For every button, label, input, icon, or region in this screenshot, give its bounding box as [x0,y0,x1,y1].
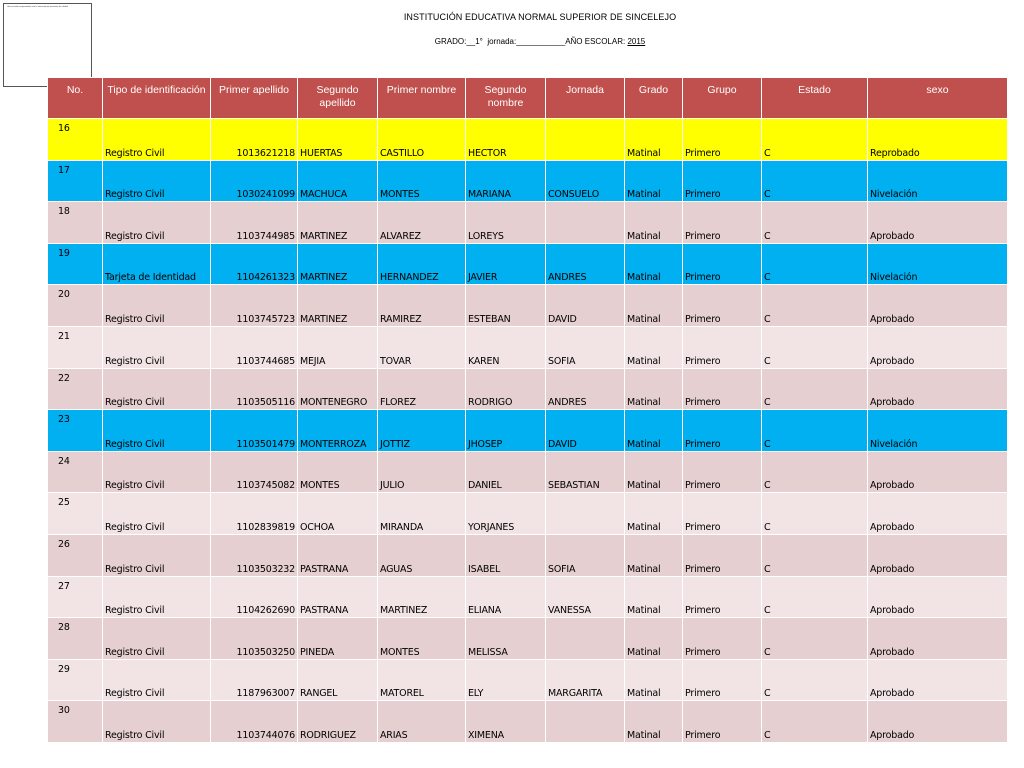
row-jornada: Matinal [625,410,683,452]
col-header-estado: Estado [762,78,868,119]
row-tipo-identificacion: Registro Civil [103,576,211,618]
row-grupo: C [762,701,868,743]
row-jornada: Matinal [625,368,683,410]
institution-title: INSTITUCIÓN EDUCATIVA NORMAL SUPERIOR DE SINCELEJO [403,12,677,22]
row-segundo-nombre [546,493,625,535]
row-estado: Aprobado [868,285,1008,327]
row-segundo-nombre: DAVID [546,410,625,452]
table-header-row [48,78,1008,119]
row-jornada: Matinal [625,451,683,493]
row-segundo-nombre [546,119,625,161]
anio-label: AÑO ESCOLAR: [565,37,626,46]
row-segundo-apellido: TOVAR [378,326,466,368]
row-id-number: 1103745723 [211,285,298,327]
table-row [48,243,1008,285]
row-primer-apellido: MARTINEZ [298,202,378,244]
row-id-number: 1103745082 [211,451,298,493]
row-grado: Primero [683,659,762,701]
row-primer-apellido: MACHUCA [298,160,378,202]
row-primer-apellido: MONTES [298,451,378,493]
table-row [48,202,1008,244]
row-id-number: 1104261323 [211,243,298,285]
row-grado: Primero [683,618,762,660]
row-grado: Primero [683,368,762,410]
row-primer-apellido: MONTERROZA [298,410,378,452]
row-segundo-nombre: ANDRES [546,368,625,410]
row-id-number: 1103503250 [211,618,298,660]
row-grado: Primero [683,326,762,368]
row-no: 27 [48,576,103,618]
row-primer-apellido: PINEDA [298,618,378,660]
row-no: 26 [48,534,103,576]
row-grupo: C [762,659,868,701]
row-grado: Primero [683,534,762,576]
row-tipo-identificacion: Registro Civil [103,534,211,576]
row-id-number: 1103744685 [211,326,298,368]
anio-value: 2015 [627,37,646,46]
row-primer-apellido: RANGEL [298,659,378,701]
row-id-number: 1104262690 [211,576,298,618]
row-tipo-identificacion: Registro Civil [103,493,211,535]
row-estado: Aprobado [868,534,1008,576]
row-no: 29 [48,659,103,701]
table-body [48,119,1008,743]
row-no: 17 [48,160,103,202]
row-grupo: C [762,202,868,244]
row-segundo-apellido: MARTINEZ [378,576,466,618]
row-primer-nombre: MARIANA [466,160,546,202]
row-id-number: 1103505116 [211,368,298,410]
row-tipo-identificacion: Registro Civil [103,701,211,743]
row-segundo-apellido: AGUAS [378,534,466,576]
row-primer-nombre: KAREN [466,326,546,368]
row-segundo-apellido: RAMIREZ [378,285,466,327]
row-id-number: 1102839819 [211,493,298,535]
grade-line [300,37,780,46]
row-grado: Primero [683,202,762,244]
row-segundo-apellido: FLOREZ [378,368,466,410]
table-row [48,493,1008,535]
row-primer-apellido: PASTRANA [298,534,378,576]
row-primer-nombre: ESTEBAN [466,285,546,327]
row-tipo-identificacion: Registro Civil [103,368,211,410]
logo-caption: Una escuela comprometida con la formación de maestros de calidad [7,6,68,8]
row-jornada: Matinal [625,119,683,161]
row-grupo: C [762,451,868,493]
row-jornada: Matinal [625,618,683,660]
row-segundo-nombre: SEBASTIAN [546,451,625,493]
row-no: 23 [48,410,103,452]
row-grupo: C [762,368,868,410]
row-estado: Aprobado [868,326,1008,368]
row-primer-apellido: HUERTAS [298,119,378,161]
row-grupo: C [762,160,868,202]
row-tipo-identificacion: Registro Civil [103,659,211,701]
row-no: 18 [48,202,103,244]
row-primer-nombre: XIMENA [466,701,546,743]
row-estado: Aprobado [868,701,1008,743]
row-primer-apellido: MARTINEZ [298,243,378,285]
row-jornada: Matinal [625,243,683,285]
row-primer-apellido: PASTRANA [298,576,378,618]
row-primer-apellido: MARTINEZ [298,285,378,327]
row-tipo-identificacion: Registro Civil [103,160,211,202]
row-primer-nombre: HECTOR [466,119,546,161]
table-row [48,119,1008,161]
row-primer-nombre: ELIANA [466,576,546,618]
col-header-grado: Grado [625,78,683,119]
row-jornada: Matinal [625,326,683,368]
table-row [48,410,1008,452]
row-grado: Primero [683,285,762,327]
row-no: 20 [48,285,103,327]
row-segundo-apellido: JULIO [378,451,466,493]
row-estado: Aprobado [868,368,1008,410]
table-row [48,701,1008,743]
row-grupo: C [762,243,868,285]
row-primer-nombre: LOREYS [466,202,546,244]
row-segundo-nombre [546,202,625,244]
row-primer-nombre: ISABEL [466,534,546,576]
row-segundo-apellido: CASTILLO [378,119,466,161]
row-id-number: 1013621218 [211,119,298,161]
row-segundo-nombre: ANDRES [546,243,625,285]
row-no: 24 [48,451,103,493]
row-segundo-nombre: MARGARITA [546,659,625,701]
row-primer-nombre: JHOSEP [466,410,546,452]
row-segundo-apellido: MIRANDA [378,493,466,535]
row-primer-nombre: YORJANES [466,493,546,535]
row-primer-nombre: DANIEL [466,451,546,493]
row-primer-apellido: MONTENEGRO [298,368,378,410]
row-grupo: C [762,410,868,452]
row-jornada: Matinal [625,160,683,202]
row-id-number: 1103501479 [211,410,298,452]
row-grado: Primero [683,576,762,618]
row-estado: Nivelación [868,410,1008,452]
row-segundo-apellido: MONTES [378,160,466,202]
row-estado: Aprobado [868,618,1008,660]
row-estado: Aprobado [868,451,1008,493]
row-segundo-nombre: VANESSA [546,576,625,618]
row-segundo-apellido: ALVAREZ [378,202,466,244]
row-tipo-identificacion: Registro Civil [103,285,211,327]
row-primer-apellido: MEJIA [298,326,378,368]
row-tipo-identificacion: Registro Civil [103,202,211,244]
row-primer-nombre: JAVIER [466,243,546,285]
row-grado: Primero [683,160,762,202]
row-grado: Primero [683,410,762,452]
col-header-segundo-nombre: Segundo nombre [466,78,546,119]
grado-value: __1° [466,37,483,46]
row-no: 19 [48,243,103,285]
row-jornada: Matinal [625,285,683,327]
table-row [48,285,1008,327]
jornada-label: jornada: [487,37,517,46]
row-grupo: C [762,576,868,618]
row-segundo-apellido: JOTTIZ [378,410,466,452]
row-grupo: C [762,493,868,535]
row-estado: Aprobado [868,659,1008,701]
row-no: 21 [48,326,103,368]
row-tipo-identificacion: Tarjeta de Identidad [103,243,211,285]
row-grupo: C [762,326,868,368]
row-estado: Aprobado [868,202,1008,244]
row-segundo-apellido: MATOREL [378,659,466,701]
row-primer-nombre: MELISSA [466,618,546,660]
row-segundo-nombre: SOFIA [546,534,625,576]
table-row [48,326,1008,368]
row-no: 16 [48,119,103,161]
table-row [48,160,1008,202]
row-segundo-nombre [546,701,625,743]
col-header-no: No. [48,78,103,119]
row-jornada: Matinal [625,202,683,244]
row-grupo: C [762,119,868,161]
row-id-number: 1187963007 [211,659,298,701]
table-row [48,534,1008,576]
row-primer-apellido: OCHOA [298,493,378,535]
row-id-number: 1030241099 [211,160,298,202]
row-no: 30 [48,701,103,743]
row-id-number: 1103744985 [211,202,298,244]
row-grado: Primero [683,493,762,535]
col-header-tipo: Tipo de identificación [103,78,211,119]
student-table [47,77,1008,743]
row-grado: Primero [683,451,762,493]
row-estado: Reprobado [868,119,1008,161]
row-tipo-identificacion: Registro Civil [103,618,211,660]
row-estado: Aprobado [868,576,1008,618]
row-primer-nombre: ELY [466,659,546,701]
row-jornada: Matinal [625,701,683,743]
row-primer-nombre: RODRIGO [466,368,546,410]
table-row [48,368,1008,410]
row-grado: Primero [683,119,762,161]
row-grupo: C [762,285,868,327]
row-grupo: C [762,534,868,576]
jornada-blank: ___________ [516,37,566,46]
table-row [48,576,1008,618]
row-segundo-nombre: SOFIA [546,326,625,368]
row-estado: Nivelación [868,160,1008,202]
row-no: 22 [48,368,103,410]
row-segundo-nombre: CONSUELO [546,160,625,202]
row-estado: Nivelación [868,243,1008,285]
row-no: 25 [48,493,103,535]
row-segundo-apellido: MONTES [378,618,466,660]
table-row [48,618,1008,660]
col-header-primer-nombre: Primer nombre [378,78,466,119]
col-header-grupo: Grupo [683,78,762,119]
row-no: 28 [48,618,103,660]
grado-label: GRADO: [434,37,467,46]
row-grado: Primero [683,243,762,285]
row-segundo-nombre: DAVID [546,285,625,327]
row-estado: Aprobado [868,493,1008,535]
row-id-number: 1103744076 [211,701,298,743]
row-segundo-apellido: ARIAS [378,701,466,743]
table-row [48,659,1008,701]
row-primer-apellido: RODRIGUEZ [298,701,378,743]
row-tipo-identificacion: Registro Civil [103,410,211,452]
row-tipo-identificacion: Registro Civil [103,119,211,161]
row-id-number: 1103503232 [211,534,298,576]
row-segundo-nombre [546,618,625,660]
row-segundo-apellido: HERNANDEZ [378,243,466,285]
row-tipo-identificacion: Registro Civil [103,451,211,493]
col-header-segundo-apellido: Segundo apellido [298,78,378,119]
col-header-primer-apellido: Primer apellido [211,78,298,119]
row-jornada: Matinal [625,493,683,535]
table-row [48,451,1008,493]
row-tipo-identificacion: Registro Civil [103,326,211,368]
row-grupo: C [762,618,868,660]
row-jornada: Matinal [625,659,683,701]
row-grado: Primero [683,701,762,743]
col-header-sexo: sexo [868,78,1008,119]
row-jornada: Matinal [625,534,683,576]
row-jornada: Matinal [625,576,683,618]
school-logo [3,3,92,87]
col-header-jornada: Jornada [546,78,625,119]
